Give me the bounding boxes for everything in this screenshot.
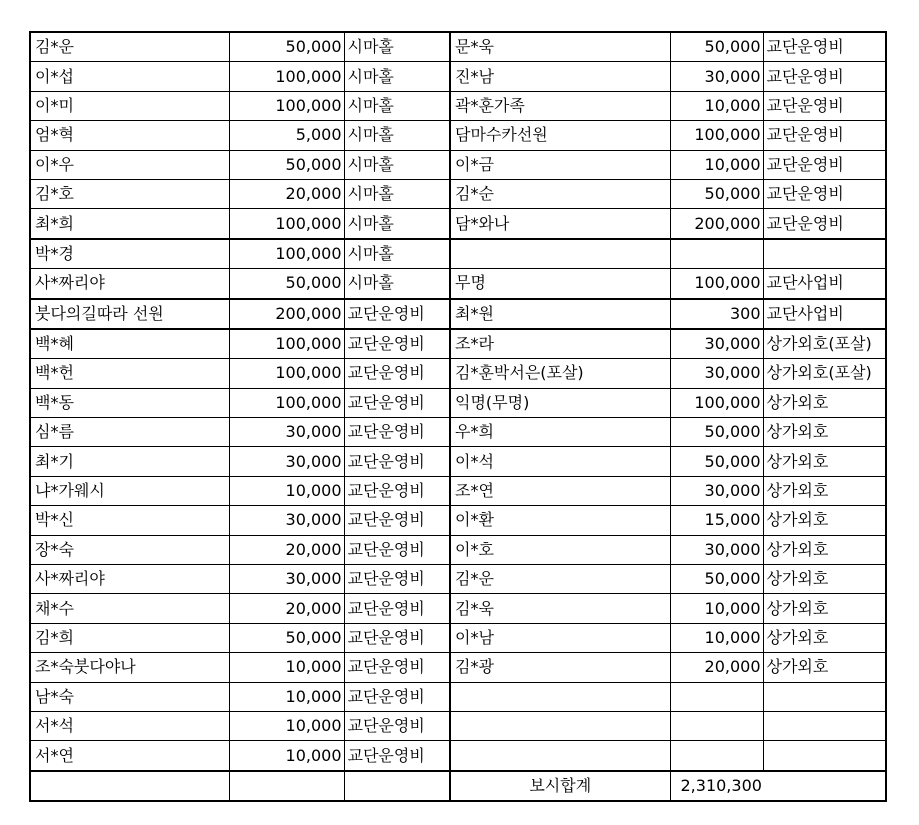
right-amount-cell: 30,000: [670, 329, 763, 359]
table-row: [30, 653, 886, 682]
left-name-cell: 이*우: [30, 150, 229, 179]
left-name-cell: 남*숙: [30, 682, 229, 711]
table-row: [30, 565, 886, 594]
right-category-cell: 교단운영비: [763, 209, 886, 239]
left-category-cell: 시마홀: [344, 62, 450, 91]
right-amount-cell: 10,000: [670, 91, 763, 120]
left-name-cell: 박*신: [30, 506, 229, 535]
left-category-cell: 시마홀: [344, 121, 450, 150]
left-amount-cell: 100,000: [229, 239, 344, 269]
right-category-cell: 상가외호(포살): [763, 359, 886, 388]
table-row: [30, 329, 886, 359]
left-category-cell: 시마홀: [344, 239, 450, 269]
left-category-cell: 교단운영비: [344, 565, 450, 594]
right-category-cell: 상가외호: [763, 535, 886, 564]
left-category-cell: 교단운영비: [344, 506, 450, 535]
left-name-cell: 서*석: [30, 711, 229, 740]
right-category-cell: 상가외호(포살): [763, 329, 886, 359]
table-row: [30, 535, 886, 564]
table-row: [30, 209, 886, 239]
left-category-cell: 시마홀: [344, 269, 450, 299]
left-name-cell: 조*숙붓다야나: [30, 653, 229, 682]
left-category-cell: 시마홀: [344, 209, 450, 239]
right-amount-cell: 50,000: [670, 447, 763, 476]
left-name-cell: 사*짜리야: [30, 269, 229, 299]
right-category-cell: 교단운영비: [763, 179, 886, 208]
left-amount-cell: 50,000: [229, 150, 344, 179]
right-amount-cell: 30,000: [670, 62, 763, 91]
left-category-cell: 교단운영비: [344, 418, 450, 447]
total-row: [30, 771, 886, 801]
donation-table-body: [30, 32, 886, 801]
right-amount-cell: 300: [670, 299, 763, 329]
right-amount-cell: [670, 711, 763, 740]
total-empty-cell: [229, 771, 344, 801]
left-name-cell: 붓다의길따라 선원: [30, 299, 229, 329]
table-row: [30, 476, 886, 505]
right-category-cell: 상가외호: [763, 418, 886, 447]
left-name-cell: 채*수: [30, 594, 229, 623]
right-name-cell: 이*호: [450, 535, 670, 564]
left-amount-cell: 10,000: [229, 741, 344, 771]
left-amount-cell: 30,000: [229, 447, 344, 476]
table-row: [30, 359, 886, 388]
table-row: [30, 150, 886, 179]
right-amount-cell: 50,000: [670, 32, 763, 62]
right-category-cell: 상가외호: [763, 565, 886, 594]
left-amount-cell: 20,000: [229, 179, 344, 208]
left-category-cell: 교단운영비: [344, 741, 450, 771]
table-row: [30, 623, 886, 652]
right-category-cell: 상가외호: [763, 388, 886, 417]
left-amount-cell: 10,000: [229, 682, 344, 711]
table-row: [30, 121, 886, 150]
total-value: 2,310,300: [670, 771, 886, 801]
table-row: [30, 388, 886, 417]
table-row: [30, 447, 886, 476]
right-name-cell: [450, 239, 670, 269]
right-amount-cell: [670, 682, 763, 711]
left-amount-cell: 50,000: [229, 623, 344, 652]
right-category-cell: 상가외호: [763, 594, 886, 623]
right-amount-cell: 100,000: [670, 269, 763, 299]
left-amount-cell: 30,000: [229, 418, 344, 447]
table-row: [30, 91, 886, 120]
right-name-cell: 익명(무명): [450, 388, 670, 417]
table-row: [30, 179, 886, 208]
donation-table: [29, 31, 887, 802]
left-amount-cell: 100,000: [229, 62, 344, 91]
left-name-cell: 최*희: [30, 209, 229, 239]
table-row: [30, 239, 886, 269]
left-category-cell: 교단운영비: [344, 594, 450, 623]
left-amount-cell: 30,000: [229, 506, 344, 535]
left-name-cell: 김*희: [30, 623, 229, 652]
right-amount-cell: 10,000: [670, 150, 763, 179]
table-row: [30, 299, 886, 329]
right-amount-cell: 50,000: [670, 565, 763, 594]
right-category-cell: 상가외호: [763, 623, 886, 652]
left-category-cell: 시마홀: [344, 32, 450, 62]
left-category-cell: 교단운영비: [344, 447, 450, 476]
right-name-cell: 김*광: [450, 653, 670, 682]
left-category-cell: 교단운영비: [344, 299, 450, 329]
left-category-cell: 교단운영비: [344, 682, 450, 711]
right-amount-cell: 20,000: [670, 653, 763, 682]
right-category-cell: [763, 711, 886, 740]
left-category-cell: 교단운영비: [344, 535, 450, 564]
total-empty-cell: [344, 771, 450, 801]
right-category-cell: [763, 239, 886, 269]
left-amount-cell: 10,000: [229, 476, 344, 505]
left-category-cell: 교단운영비: [344, 711, 450, 740]
left-amount-cell: 100,000: [229, 388, 344, 417]
left-category-cell: 교단운영비: [344, 476, 450, 505]
right-amount-cell: 50,000: [670, 179, 763, 208]
right-amount-cell: 30,000: [670, 535, 763, 564]
right-name-cell: 김*운: [450, 565, 670, 594]
right-category-cell: 교단사업비: [763, 269, 886, 299]
right-name-cell: 이*석: [450, 447, 670, 476]
left-category-cell: 교단운영비: [344, 359, 450, 388]
left-name-cell: 김*운: [30, 32, 229, 62]
right-category-cell: [763, 741, 886, 771]
right-amount-cell: 30,000: [670, 476, 763, 505]
table-row: [30, 741, 886, 771]
right-amount-cell: 50,000: [670, 418, 763, 447]
right-category-cell: 교단운영비: [763, 121, 886, 150]
left-name-cell: 심*름: [30, 418, 229, 447]
right-amount-cell: 10,000: [670, 623, 763, 652]
right-category-cell: 상가외호: [763, 653, 886, 682]
table-row: [30, 594, 886, 623]
left-name-cell: 이*미: [30, 91, 229, 120]
right-name-cell: [450, 711, 670, 740]
right-category-cell: 교단사업비: [763, 299, 886, 329]
total-label: 보시합계: [450, 771, 670, 801]
table-row: [30, 418, 886, 447]
right-amount-cell: [670, 741, 763, 771]
left-amount-cell: 100,000: [229, 329, 344, 359]
right-name-cell: 조*연: [450, 476, 670, 505]
left-amount-cell: 30,000: [229, 565, 344, 594]
right-name-cell: 우*희: [450, 418, 670, 447]
table-row: [30, 506, 886, 535]
total-empty-cell: [30, 771, 229, 801]
right-amount-cell: 15,000: [670, 506, 763, 535]
left-name-cell: 장*숙: [30, 535, 229, 564]
right-category-cell: 상가외호: [763, 506, 886, 535]
left-amount-cell: 20,000: [229, 535, 344, 564]
left-name-cell: 김*호: [30, 179, 229, 208]
right-name-cell: 김*욱: [450, 594, 670, 623]
table-row: [30, 62, 886, 91]
left-amount-cell: 10,000: [229, 653, 344, 682]
right-name-cell: 담마수카선원: [450, 121, 670, 150]
left-amount-cell: 10,000: [229, 711, 344, 740]
right-amount-cell: 100,000: [670, 388, 763, 417]
right-name-cell: 무명: [450, 269, 670, 299]
table-row: [30, 711, 886, 740]
left-name-cell: 사*짜리야: [30, 565, 229, 594]
right-category-cell: 교단운영비: [763, 32, 886, 62]
right-category-cell: 교단운영비: [763, 91, 886, 120]
right-category-cell: 상가외호: [763, 476, 886, 505]
right-category-cell: 상가외호: [763, 447, 886, 476]
right-name-cell: 이*금: [450, 150, 670, 179]
left-category-cell: 시마홀: [344, 91, 450, 120]
right-amount-cell: 10,000: [670, 594, 763, 623]
left-name-cell: 서*연: [30, 741, 229, 771]
left-name-cell: 백*혜: [30, 329, 229, 359]
right-name-cell: [450, 741, 670, 771]
left-amount-cell: 5,000: [229, 121, 344, 150]
left-category-cell: 교단운영비: [344, 653, 450, 682]
right-amount-cell: 100,000: [670, 121, 763, 150]
left-amount-cell: 20,000: [229, 594, 344, 623]
right-amount-cell: [670, 239, 763, 269]
right-name-cell: 김*순: [450, 179, 670, 208]
right-name-cell: 최*원: [450, 299, 670, 329]
left-amount-cell: 100,000: [229, 91, 344, 120]
right-category-cell: 교단운영비: [763, 150, 886, 179]
left-category-cell: 교단운영비: [344, 329, 450, 359]
left-amount-cell: 50,000: [229, 269, 344, 299]
left-name-cell: 최*기: [30, 447, 229, 476]
table-row: [30, 269, 886, 299]
left-amount-cell: 100,000: [229, 359, 344, 388]
table-row: [30, 682, 886, 711]
left-amount-cell: 200,000: [229, 299, 344, 329]
left-name-cell: 엄*혁: [30, 121, 229, 150]
left-category-cell: 교단운영비: [344, 623, 450, 652]
left-name-cell: 냐*가웨시: [30, 476, 229, 505]
right-amount-cell: 200,000: [670, 209, 763, 239]
left-category-cell: 시마홀: [344, 179, 450, 208]
left-name-cell: 박*경: [30, 239, 229, 269]
right-name-cell: 이*남: [450, 623, 670, 652]
right-name-cell: 김*훈박서은(포살): [450, 359, 670, 388]
left-amount-cell: 100,000: [229, 209, 344, 239]
left-name-cell: 백*헌: [30, 359, 229, 388]
table-row: [30, 32, 886, 62]
right-amount-cell: 30,000: [670, 359, 763, 388]
right-name-cell: [450, 682, 670, 711]
right-category-cell: 교단운영비: [763, 62, 886, 91]
left-name-cell: 백*동: [30, 388, 229, 417]
right-name-cell: 이*환: [450, 506, 670, 535]
left-amount-cell: 50,000: [229, 32, 344, 62]
right-name-cell: 조*라: [450, 329, 670, 359]
right-name-cell: 문*욱: [450, 32, 670, 62]
right-name-cell: 담*와나: [450, 209, 670, 239]
right-category-cell: [763, 682, 886, 711]
left-category-cell: 교단운영비: [344, 388, 450, 417]
right-name-cell: 곽*훈가족: [450, 91, 670, 120]
left-name-cell: 이*섭: [30, 62, 229, 91]
right-name-cell: 진*남: [450, 62, 670, 91]
left-category-cell: 시마홀: [344, 150, 450, 179]
